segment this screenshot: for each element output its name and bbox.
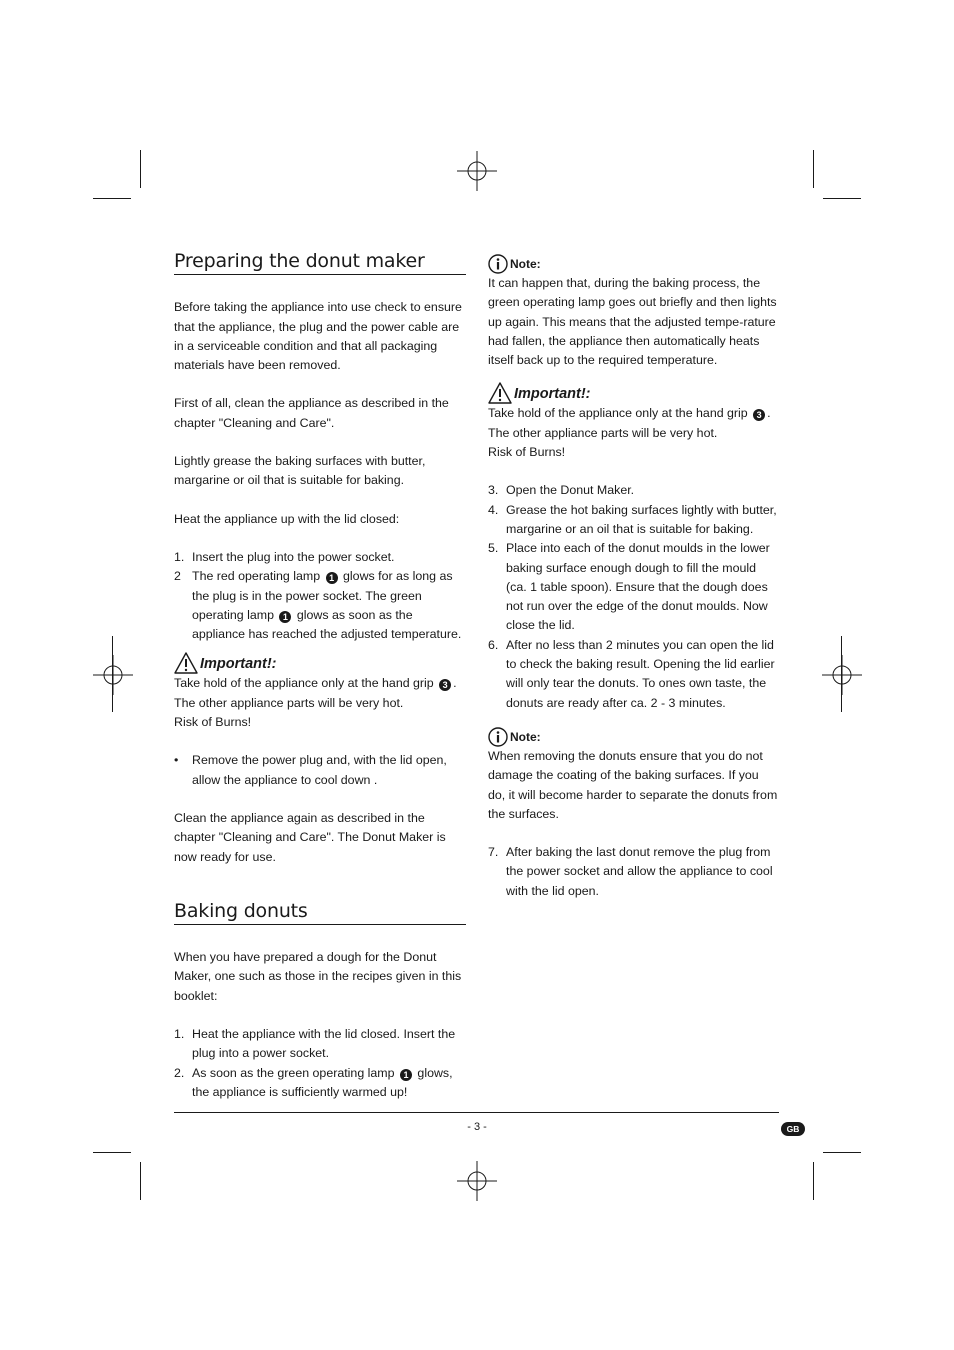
list-text: Grease the hot baking surfaces lightly with butter, margarine or an oil that is suitable for baking. xyxy=(506,502,777,536)
list-text: As soon as the green operating lamp xyxy=(192,1065,395,1080)
list-number: 2 xyxy=(174,569,181,584)
important-text xyxy=(488,404,778,423)
section-heading-baking: Baking donuts xyxy=(174,902,466,925)
list-text: After no less than 2 minutes you can open the lid to check the baking result. Opening the lid earlier will only tear the donuts. To ones own taste, the donuts are ready after ca. 2 - 3 minutes. xyxy=(506,637,775,710)
dough-paragraph: When you have prepared a dough for the Donut Maker, one such as those in the recipes given in this booklet: xyxy=(174,950,462,1003)
registration-mark-icon xyxy=(457,1161,497,1201)
info-icon xyxy=(488,727,508,747)
right-column xyxy=(488,252,778,901)
crop-mark xyxy=(140,1162,141,1200)
list-item xyxy=(488,636,778,713)
footer-divider xyxy=(174,1112,779,1113)
important-text xyxy=(174,674,466,693)
bullet-item xyxy=(174,751,466,790)
lamp-number-badge: 1 xyxy=(279,611,291,623)
list-number: 7. xyxy=(488,845,499,860)
important-line: Take hold of the appliance only at the hand grip xyxy=(174,676,434,691)
important-line-end: . xyxy=(453,676,457,691)
note-text: When removing the donuts ensure that you do not damage the coating of the baking surfaces. If you do, it will become harder to separate the donuts from the surfaces. xyxy=(488,748,778,821)
list-item xyxy=(174,1064,466,1103)
list-item xyxy=(174,548,466,567)
registration-mark-line xyxy=(112,636,113,712)
lamp-number-badge: 1 xyxy=(326,572,338,584)
bullet-text: Remove the power plug and, with the lid open, allow the appliance to cool down . xyxy=(192,753,447,787)
important-label: Important!: xyxy=(514,386,591,403)
language-badge: GB xyxy=(781,1122,805,1136)
note-label: Note: xyxy=(510,256,541,271)
list-item xyxy=(174,567,466,644)
important-line: Take hold of the appliance only at the hand grip xyxy=(488,406,748,421)
list-text: Insert the plug into the power socket. xyxy=(192,549,395,564)
list-item xyxy=(488,501,778,540)
list-item xyxy=(488,539,778,635)
important-heading xyxy=(174,652,466,674)
list-text: glows for as long as the plug is in the power socket. The green operating lamp xyxy=(192,569,453,622)
list-text: Place into each of the donut moulds in the lower baking surface enough dough to fill the mould (ca. 1 table spoon). Ensure that the dough does not run over the edge of the donut moulds. Now close the lid. xyxy=(506,541,770,633)
important-heading xyxy=(488,382,778,404)
warning-triangle-icon xyxy=(488,382,512,404)
important-line: The other appliance parts will be very hot. xyxy=(488,425,718,440)
registration-mark-icon xyxy=(822,655,862,695)
crop-mark xyxy=(93,198,131,199)
crop-mark xyxy=(93,1152,131,1153)
important-label: Important!: xyxy=(200,656,277,673)
bullet-symbol: • xyxy=(174,753,179,768)
list-text: Heat the appliance with the lid closed. Insert the plug into a power socket. xyxy=(192,1027,456,1061)
grip-number-badge: 3 xyxy=(439,679,451,691)
crop-mark xyxy=(813,1162,814,1200)
heat-paragraph: Heat the appliance up with the lid closed: xyxy=(174,511,400,526)
list-item xyxy=(488,843,778,901)
info-icon xyxy=(488,254,508,274)
grease-paragraph: Lightly grease the baking surfaces with butter, margarine or oil that is suitable for baking. xyxy=(174,454,426,488)
list-number: 4. xyxy=(488,502,499,517)
list-number: 1. xyxy=(174,1027,185,1042)
left-column xyxy=(174,252,466,1102)
important-line-end: . xyxy=(767,406,771,421)
note-label: Note: xyxy=(510,729,541,744)
registration-mark-icon xyxy=(457,151,497,191)
warning-triangle-icon xyxy=(174,652,198,674)
grip-number-badge: 3 xyxy=(753,409,765,421)
list-number: 1. xyxy=(174,549,185,564)
list-number: 5. xyxy=(488,541,499,556)
intro-paragraph: Before taking the appliance into use check to ensure that the appliance, the plug and the power cable are in a serviceable condition and that all packaging materials have been removed. xyxy=(174,300,462,373)
list-item xyxy=(174,1025,466,1064)
crop-mark xyxy=(813,150,814,188)
clean-paragraph: First of all, clean the appliance as described in the chapter "Cleaning and Care". xyxy=(174,396,449,430)
note-text: It can happen that, during the baking process, the green operating lamp goes out briefly and then lights up again. This means that the adjusted tempe-rature had fallen, the appliance then automatically heats itself back up to the required temperature. xyxy=(488,276,777,368)
crop-mark xyxy=(823,198,861,199)
crop-mark xyxy=(823,1152,861,1153)
registration-mark-line xyxy=(841,636,842,712)
important-line: The other appliance parts will be very hot. xyxy=(174,695,404,710)
important-line: Risk of Burns! xyxy=(488,445,566,460)
note-heading xyxy=(488,252,778,274)
registration-mark-icon xyxy=(93,655,133,695)
list-number: 3. xyxy=(488,483,499,498)
list-text: glows as soon as the appliance has reached the adjusted temperature. xyxy=(192,607,462,642)
clean-again-paragraph: Clean the appliance again as described in the chapter "Cleaning and Care". The Donut Maker is now ready for use. xyxy=(174,810,446,864)
important-line: Risk of Burns! xyxy=(174,715,252,730)
note-heading xyxy=(488,725,778,747)
section-heading-preparing: Preparing the donut maker xyxy=(174,252,466,275)
list-number: 6. xyxy=(488,637,499,652)
list-text: Open the Donut Maker. xyxy=(506,483,635,498)
list-number: 2. xyxy=(174,1065,185,1080)
list-text: After baking the last donut remove the plug from the power socket and allow the appliance to cool with the lid open. xyxy=(506,845,773,898)
list-item xyxy=(488,481,778,500)
page-number: - 3 - xyxy=(467,1121,487,1133)
crop-mark xyxy=(140,150,141,188)
list-text: glows, the appliance is sufficiently warmed up! xyxy=(192,1065,453,1099)
lamp-number-badge: 1 xyxy=(400,1069,412,1081)
list-text: The red operating lamp xyxy=(192,569,321,584)
